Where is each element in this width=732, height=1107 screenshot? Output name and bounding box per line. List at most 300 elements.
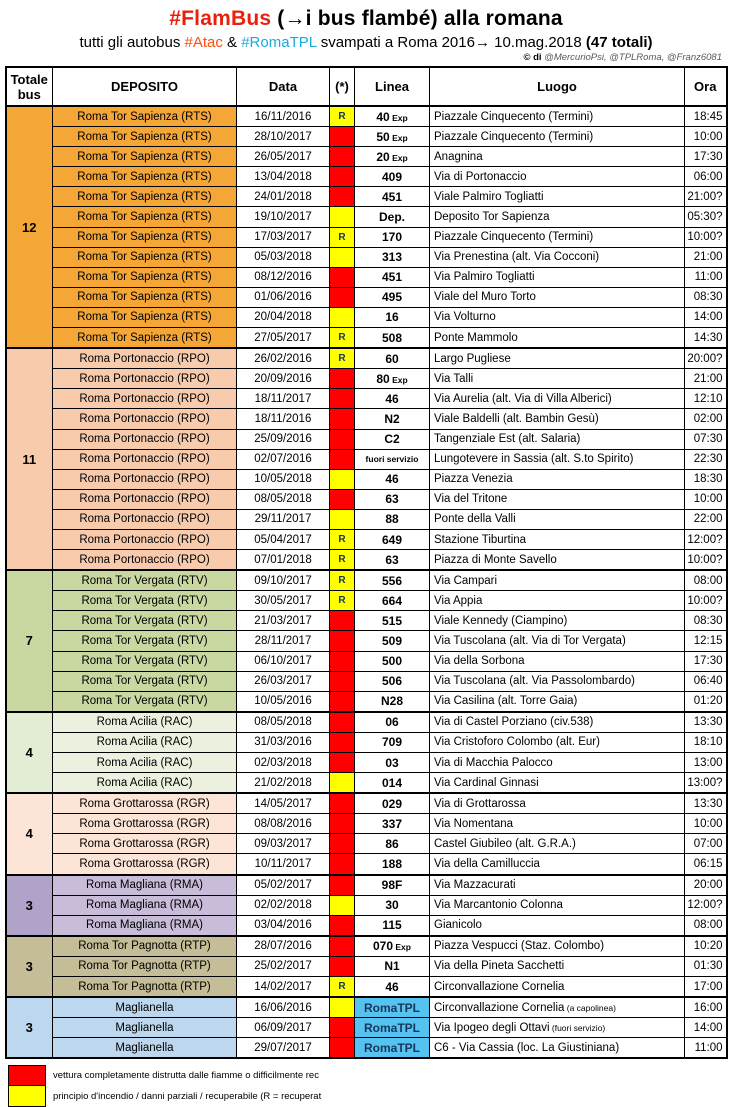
status-cell <box>330 712 355 733</box>
legend-yellow-text: principio d'incendio / danni parziali / recuperabile (R = recuperat <box>53 1091 322 1103</box>
depot-cell: Roma Grottarossa (RGR) <box>53 793 237 814</box>
date-cell: 06/10/2017 <box>237 651 330 671</box>
table-row <box>6 348 727 369</box>
place-cell: Via Aurelia (alt. Via di Villa Alberici) <box>430 389 685 409</box>
depot-cell: Roma Tor Pagnotta (RTP) <box>53 936 237 957</box>
place-cell: Tangenziale Est (alt. Salaria) <box>430 429 685 449</box>
line-cell: N2 <box>355 409 430 429</box>
date-cell: 17/03/2017 <box>237 227 330 247</box>
table-row <box>6 915 727 936</box>
place-cell: Piazzale Cinquecento (Termini) <box>430 127 685 147</box>
status-cell <box>330 753 355 773</box>
place-cell: Via della Sorbona <box>430 651 685 671</box>
subtitle-romatpl-hashtag: #RomaTPL <box>241 34 317 51</box>
date-cell: 31/03/2016 <box>237 732 330 752</box>
status-cell <box>330 287 355 307</box>
place-cell: Via Volturno <box>430 307 685 327</box>
place-cell: Via Campari <box>430 570 685 591</box>
line-cell: 40 Exp <box>355 106 430 127</box>
status-cell <box>330 369 355 389</box>
date-cell: 16/11/2016 <box>237 106 330 127</box>
line-suffix: Exp <box>389 152 408 163</box>
time-cell: 17:00 <box>685 977 727 998</box>
status-cell <box>330 307 355 327</box>
place-cell: Piazzale Cinquecento (Termini) <box>430 106 685 127</box>
status-cell <box>330 997 355 1018</box>
line-cell: 515 <box>355 611 430 631</box>
status-cell <box>330 187 355 207</box>
date-cell: 18/11/2017 <box>237 389 330 409</box>
status-cell <box>330 389 355 409</box>
date-cell: 05/02/2017 <box>237 875 330 896</box>
status-cell <box>330 489 355 509</box>
depot-cell: Roma Tor Vergata (RTV) <box>53 611 237 631</box>
time-cell: 13:30 <box>685 793 727 814</box>
subtitle-part1: tutti gli autobus <box>79 34 185 51</box>
line-cell: 188 <box>355 854 430 875</box>
line-suffix: Exp <box>389 374 408 385</box>
time-cell: 07:30 <box>685 429 727 449</box>
line-cell: N1 <box>355 956 430 976</box>
legend <box>8 1065 732 1107</box>
line-cell: 014 <box>355 773 430 794</box>
date-cell: 20/09/2016 <box>237 369 330 389</box>
time-cell: 18:30 <box>685 469 727 489</box>
table-row <box>6 895 727 915</box>
time-cell: 21:00 <box>685 247 727 267</box>
time-cell: 22:00 <box>685 509 727 529</box>
depot-cell: Roma Tor Sapienza (RTS) <box>53 167 237 187</box>
line-cell: 16 <box>355 307 430 327</box>
line-cell: 63 <box>355 489 430 509</box>
line-cell: 46 <box>355 469 430 489</box>
depot-cell: Roma Tor Sapienza (RTS) <box>53 307 237 327</box>
status-cell <box>330 671 355 691</box>
date-cell: 16/06/2016 <box>237 997 330 1018</box>
date-cell: 02/03/2018 <box>237 753 330 773</box>
time-cell: 12:15 <box>685 631 727 651</box>
table-row <box>6 167 727 187</box>
group-total-cell: 11 <box>6 348 53 570</box>
legend-row-partial <box>8 1086 732 1107</box>
line-cell: RomaTPL <box>355 1038 430 1059</box>
place-cell: Ponte Mammolo <box>430 328 685 349</box>
group-total-cell: 12 <box>6 106 53 348</box>
status-cell <box>330 651 355 671</box>
line-cell: 06 <box>355 712 430 733</box>
credit-prefix: © di <box>523 52 545 63</box>
status-cell: R <box>330 570 355 591</box>
time-cell: 21:00 <box>685 369 727 389</box>
line-cell: 506 <box>355 671 430 691</box>
time-cell: 06:40 <box>685 671 727 691</box>
status-cell <box>330 793 355 814</box>
table-row <box>6 793 727 814</box>
depot-cell: Roma Tor Sapienza (RTS) <box>53 287 237 307</box>
status-cell <box>330 834 355 854</box>
time-cell: 11:00 <box>685 1038 727 1059</box>
line-cell: 500 <box>355 651 430 671</box>
place-note: (a capolinea) <box>564 1002 616 1013</box>
table-row <box>6 671 727 691</box>
line-cell: C2 <box>355 429 430 449</box>
place-cell: Circonvallazione Cornelia (a capolinea) <box>430 997 685 1018</box>
status-cell <box>330 127 355 147</box>
depot-cell: Roma Tor Vergata (RTV) <box>53 671 237 691</box>
date-cell: 28/11/2017 <box>237 631 330 651</box>
time-cell: 06:15 <box>685 854 727 875</box>
table-row <box>6 449 727 469</box>
table-row <box>6 611 727 631</box>
place-cell: Piazza Venezia <box>430 469 685 489</box>
time-cell: 12:10 <box>685 389 727 409</box>
place-note: (fuori servizio) <box>549 1022 606 1033</box>
header-totale-bus: Totale bus <box>6 67 53 106</box>
status-cell <box>330 409 355 429</box>
time-cell: 14:00 <box>685 307 727 327</box>
table-row <box>6 773 727 794</box>
table-row <box>6 247 727 267</box>
table-row <box>6 834 727 854</box>
place-cell: Via Cardinal Ginnasi <box>430 773 685 794</box>
place-cell: Piazza di Monte Savello <box>430 550 685 571</box>
depot-cell: Roma Portonaccio (RPO) <box>53 550 237 571</box>
table-row <box>6 875 727 896</box>
place-cell: Via di Macchia Palocco <box>430 753 685 773</box>
line-cell: 451 <box>355 187 430 207</box>
status-cell <box>330 773 355 794</box>
status-cell <box>330 267 355 287</box>
line-cell: 509 <box>355 631 430 651</box>
place-cell: Via di Grottarossa <box>430 793 685 814</box>
status-cell: R <box>330 227 355 247</box>
line-cell: fuori servizio <box>355 449 430 469</box>
time-cell: 18:45 <box>685 106 727 127</box>
table-row <box>6 489 727 509</box>
date-cell: 06/09/2017 <box>237 1018 330 1038</box>
time-cell: 12:00? <box>685 895 727 915</box>
place-cell: Largo Pugliese <box>430 348 685 369</box>
date-cell: 14/02/2017 <box>237 977 330 998</box>
depot-cell: Roma Portonaccio (RPO) <box>53 469 237 489</box>
date-cell: 26/02/2016 <box>237 348 330 369</box>
depot-cell: Roma Tor Sapienza (RTS) <box>53 187 237 207</box>
place-cell: Via Nomentana <box>430 814 685 834</box>
date-cell: 30/05/2017 <box>237 591 330 611</box>
depot-cell: Maglianella <box>53 1038 237 1059</box>
depot-cell: Maglianella <box>53 997 237 1018</box>
place-cell: Circonvallazione Cornelia <box>430 977 685 998</box>
table-row <box>6 631 727 651</box>
date-cell: 18/11/2016 <box>237 409 330 429</box>
time-cell: 08:00 <box>685 570 727 591</box>
status-cell <box>330 1038 355 1059</box>
time-cell: 17:30 <box>685 147 727 167</box>
header-deposito: DEPOSITO <box>53 67 237 106</box>
header-ora: Ora <box>685 67 727 106</box>
time-cell: 08:30 <box>685 287 727 307</box>
status-cell <box>330 247 355 267</box>
legend-red-swatch <box>8 1065 46 1086</box>
line-cell: 451 <box>355 267 430 287</box>
line-cell: 115 <box>355 915 430 936</box>
line-cell: N28 <box>355 691 430 712</box>
place-cell: Via Talli <box>430 369 685 389</box>
table-row <box>6 691 727 712</box>
date-cell: 25/09/2016 <box>237 429 330 449</box>
time-cell: 17:30 <box>685 651 727 671</box>
time-cell: 06:00 <box>685 167 727 187</box>
time-cell: 13:00? <box>685 773 727 794</box>
time-cell: 12:00? <box>685 529 727 549</box>
date-cell: 07/01/2018 <box>237 550 330 571</box>
depot-cell: Roma Acilia (RAC) <box>53 773 237 794</box>
date-cell: 09/03/2017 <box>237 834 330 854</box>
table-row <box>6 328 727 349</box>
table-row <box>6 469 727 489</box>
table-row <box>6 267 727 287</box>
time-cell: 16:00 <box>685 997 727 1018</box>
status-cell <box>330 895 355 915</box>
depot-cell: Roma Magliana (RMA) <box>53 875 237 896</box>
table-row <box>6 956 727 976</box>
header-flag: (*) <box>330 67 355 106</box>
status-cell <box>330 875 355 896</box>
line-cell: 20 Exp <box>355 147 430 167</box>
depot-cell: Roma Acilia (RAC) <box>53 712 237 733</box>
place-cell: C6 - Via Cassia (loc. La Giustiniana) <box>430 1038 685 1059</box>
line-cell: RomaTPL <box>355 997 430 1018</box>
table-row <box>6 369 727 389</box>
group-total-cell: 3 <box>6 997 53 1058</box>
depot-cell: Roma Tor Vergata (RTV) <box>53 591 237 611</box>
status-cell: R <box>330 529 355 549</box>
line-cell: 508 <box>355 328 430 349</box>
line-cell: 98F <box>355 875 430 896</box>
place-cell: Via Palmiro Togliatti <box>430 267 685 287</box>
status-cell <box>330 956 355 976</box>
status-cell: R <box>330 591 355 611</box>
line-cell: 070 Exp <box>355 936 430 957</box>
time-cell: 10:00? <box>685 591 727 611</box>
depot-cell: Roma Tor Vergata (RTV) <box>53 691 237 712</box>
date-cell: 08/05/2018 <box>237 489 330 509</box>
date-cell: 26/05/2017 <box>237 147 330 167</box>
time-cell: 22:30 <box>685 449 727 469</box>
table-row <box>6 854 727 875</box>
time-cell: 08:30 <box>685 611 727 631</box>
table-row <box>6 1018 727 1038</box>
time-cell: 10:00 <box>685 814 727 834</box>
table-row <box>6 732 727 752</box>
line-cell: 170 <box>355 227 430 247</box>
depot-cell: Roma Grottarossa (RGR) <box>53 854 237 875</box>
page-title <box>0 0 732 31</box>
date-cell: 27/05/2017 <box>237 328 330 349</box>
title-hashtag: #FlamBus <box>169 7 272 30</box>
table-row <box>6 712 727 733</box>
time-cell: 14:30 <box>685 328 727 349</box>
depot-cell: Roma Portonaccio (RPO) <box>53 509 237 529</box>
legend-red-text: vettura completamente distrutta dalle fiamme o difficilmente rec <box>53 1070 319 1082</box>
place-cell: Via Appia <box>430 591 685 611</box>
title-rest: (→i bus flambé) alla romana <box>271 7 563 30</box>
place-cell: Viale Baldelli (alt. Bambin Gesù) <box>430 409 685 429</box>
status-cell <box>330 936 355 957</box>
group-total-cell: 3 <box>6 936 53 997</box>
date-cell: 01/06/2016 <box>237 287 330 307</box>
table-row <box>6 227 727 247</box>
table-row <box>6 1038 727 1059</box>
table-row <box>6 409 727 429</box>
depot-cell: Roma Magliana (RMA) <box>53 915 237 936</box>
date-cell: 09/10/2017 <box>237 570 330 591</box>
status-cell: R <box>330 328 355 349</box>
header-luogo: Luogo <box>430 67 685 106</box>
status-cell <box>330 449 355 469</box>
table-row <box>6 207 727 227</box>
date-cell: 21/02/2018 <box>237 773 330 794</box>
line-suffix: Exp <box>393 942 411 953</box>
depot-cell: Roma Tor Sapienza (RTS) <box>53 207 237 227</box>
place-cell: Deposito Tor Sapienza <box>430 207 685 227</box>
date-cell: 28/07/2016 <box>237 936 330 957</box>
status-cell <box>330 611 355 631</box>
bus-fires-table <box>5 66 728 1059</box>
table-row <box>6 307 727 327</box>
place-cell: Via Casilina (alt. Torre Gaia) <box>430 691 685 712</box>
time-cell: 20:00? <box>685 348 727 369</box>
date-cell: 08/12/2016 <box>237 267 330 287</box>
time-cell: 18:10 <box>685 732 727 752</box>
depot-cell: Roma Grottarossa (RGR) <box>53 814 237 834</box>
table-row <box>6 591 727 611</box>
time-cell: 02:00 <box>685 409 727 429</box>
time-cell: 21:00? <box>685 187 727 207</box>
table-row <box>6 936 727 957</box>
status-cell <box>330 631 355 651</box>
depot-cell: Roma Portonaccio (RPO) <box>53 449 237 469</box>
place-cell: Via di Portonaccio <box>430 167 685 187</box>
place-cell: Castel Giubileo (alt. G.R.A.) <box>430 834 685 854</box>
place-cell: Gianicolo <box>430 915 685 936</box>
place-cell: Stazione Tiburtina <box>430 529 685 549</box>
place-cell: Viale Palmiro Togliatti <box>430 187 685 207</box>
table-row <box>6 429 727 449</box>
status-cell <box>330 732 355 752</box>
depot-cell: Roma Tor Pagnotta (RTP) <box>53 977 237 998</box>
table-row <box>6 389 727 409</box>
time-cell: 10:00 <box>685 489 727 509</box>
line-cell: 86 <box>355 834 430 854</box>
line-cell: Dep. <box>355 207 430 227</box>
line-suffix: Exp <box>389 132 408 143</box>
table-row <box>6 651 727 671</box>
status-cell <box>330 814 355 834</box>
line-cell: 30 <box>355 895 430 915</box>
time-cell: 13:00 <box>685 753 727 773</box>
date-cell: 25/02/2017 <box>237 956 330 976</box>
depot-cell: Roma Grottarossa (RGR) <box>53 834 237 854</box>
status-cell: R <box>330 550 355 571</box>
date-cell: 13/04/2018 <box>237 167 330 187</box>
time-cell: 01:20 <box>685 691 727 712</box>
place-cell: Anagnina <box>430 147 685 167</box>
header-row <box>6 67 727 106</box>
subtitle-amp: & <box>222 34 242 51</box>
line-cell: 664 <box>355 591 430 611</box>
line-cell: 46 <box>355 977 430 998</box>
line-cell: 313 <box>355 247 430 267</box>
line-cell: 03 <box>355 753 430 773</box>
depot-cell: Roma Tor Sapienza (RTS) <box>53 147 237 167</box>
legend-yellow-swatch <box>8 1086 46 1107</box>
line-cell: 63 <box>355 550 430 571</box>
date-cell: 19/10/2017 <box>237 207 330 227</box>
time-cell: 20:00 <box>685 875 727 896</box>
line-cell: 88 <box>355 509 430 529</box>
date-cell: 26/03/2017 <box>237 671 330 691</box>
credit-line <box>0 52 732 63</box>
time-cell: 10:00 <box>685 127 727 147</box>
depot-cell: Roma Tor Vergata (RTV) <box>53 631 237 651</box>
date-cell: 08/05/2018 <box>237 712 330 733</box>
table-row <box>6 814 727 834</box>
date-cell: 02/07/2016 <box>237 449 330 469</box>
line-cell: 337 <box>355 814 430 834</box>
date-cell: 29/11/2017 <box>237 509 330 529</box>
depot-cell: Roma Tor Sapienza (RTS) <box>53 267 237 287</box>
status-cell <box>330 915 355 936</box>
table-row <box>6 529 727 549</box>
time-cell: 10:00? <box>685 550 727 571</box>
page-subtitle <box>0 34 732 51</box>
time-cell: 05:30? <box>685 207 727 227</box>
depot-cell: Roma Tor Sapienza (RTS) <box>53 127 237 147</box>
place-cell: Piazzale Cinquecento (Termini) <box>430 227 685 247</box>
table-row <box>6 509 727 529</box>
date-cell: 21/03/2017 <box>237 611 330 631</box>
depot-cell: Roma Portonaccio (RPO) <box>53 369 237 389</box>
group-total-cell: 3 <box>6 875 53 936</box>
date-cell: 20/04/2018 <box>237 307 330 327</box>
date-cell: 10/05/2018 <box>237 469 330 489</box>
status-cell <box>330 469 355 489</box>
date-cell: 03/04/2016 <box>237 915 330 936</box>
time-cell: 01:30 <box>685 956 727 976</box>
table-row <box>6 977 727 998</box>
depot-cell: Roma Portonaccio (RPO) <box>53 389 237 409</box>
subtitle-atac-hashtag: #Atac <box>184 34 223 51</box>
table-row <box>6 287 727 307</box>
date-cell: 10/11/2017 <box>237 854 330 875</box>
depot-cell: Roma Tor Vergata (RTV) <box>53 570 237 591</box>
status-cell <box>330 167 355 187</box>
table-row <box>6 147 727 167</box>
depot-cell: Roma Tor Sapienza (RTS) <box>53 328 237 349</box>
place-cell: Ponte della Valli <box>430 509 685 529</box>
place-cell: Via Ipogeo degli Ottavi (fuori servizio) <box>430 1018 685 1038</box>
group-total-cell: 7 <box>6 570 53 712</box>
time-cell: 10:20 <box>685 936 727 957</box>
line-cell: 46 <box>355 389 430 409</box>
depot-cell: Roma Portonaccio (RPO) <box>53 489 237 509</box>
table-row <box>6 753 727 773</box>
table-row <box>6 187 727 207</box>
place-cell: Via Marcantonio Colonna <box>430 895 685 915</box>
place-cell: Via di Castel Porziano (civ.538) <box>430 712 685 733</box>
depot-cell: Roma Magliana (RMA) <box>53 895 237 915</box>
